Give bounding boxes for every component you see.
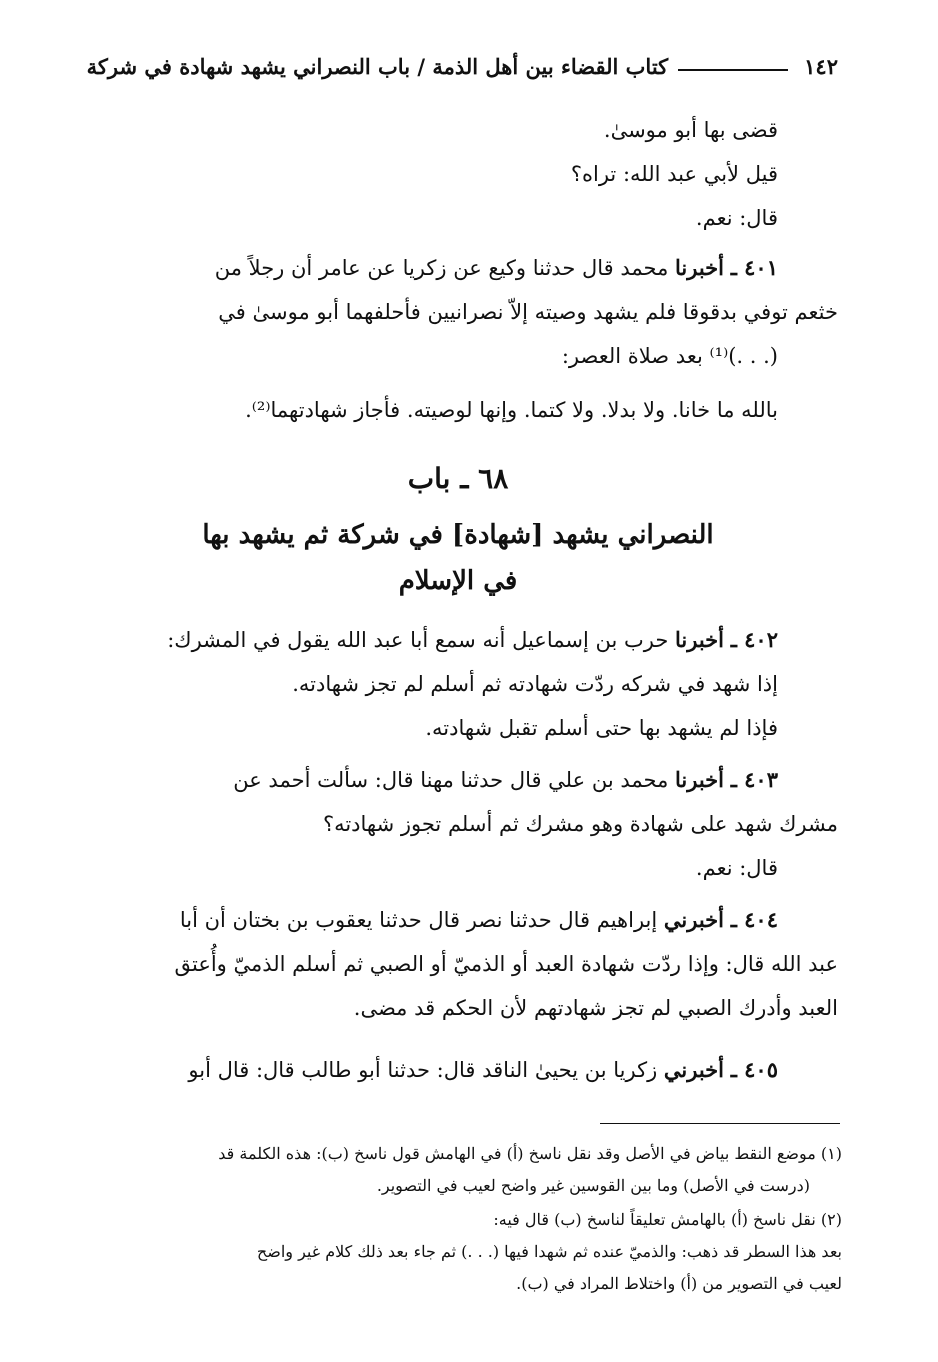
text-line: قال: نعم. (695, 856, 778, 880)
chapter-title: في الإسلام (398, 566, 518, 596)
text-span: حرب بن إسماعيل أنه سمع أبا عبد الله يقول في المشرك: (167, 628, 669, 652)
text-line: خثعم توفي بدقوقا فلم يشهد وصيته إلاّ نصرانيين فأحلفهما أبو موسىٰ في (218, 300, 838, 324)
hadith-number: ٤٠٣ ـ (730, 767, 778, 792)
footnote-line: بعد هذا السطر قد ذهب: والذميّ عنده ثم شهدا فيها (. . .) ثم جاء بعد ذلك كلام غير واضح (256, 1242, 842, 1261)
text-line: قال: نعم. (695, 206, 778, 230)
footnote-line: لعيب في التصوير من (أ) واختلاط المراد في (ب). (516, 1274, 842, 1293)
text-line: قيل لأبي عبد الله: تراه؟ (570, 162, 778, 186)
oath-text (78, 388, 838, 432)
chapter-title: النصراني يشهد [شهادة] في شركة ثم يشهد بها (202, 520, 714, 550)
hadith-number: ٤٠٢ ـ (730, 627, 778, 652)
footnote-line: (١) موضع النقط بياض في الأصل وقد نقل ناسخ (أ) في الهامش قول ناسخ (ب): هذه الكلمة قد (218, 1144, 842, 1163)
footnote-2 (78, 1204, 842, 1300)
hadith-number: ٤٠٤ ـ (730, 907, 778, 932)
text-line (78, 898, 838, 942)
chapter-number: ٦٨ ـ باب (407, 462, 509, 495)
text-line: مشرك شهد على شهادة وهو مشرك ثم أسلم تجوز شهادته؟ (322, 812, 838, 836)
page-number: ١٤٢ (804, 54, 838, 79)
narration-keyword: أخبرني (663, 907, 724, 932)
paragraph-401 (78, 246, 838, 378)
narration-keyword: أخبرنا (675, 767, 724, 792)
running-header (72, 54, 838, 79)
text-line (78, 1048, 838, 1092)
narration-keyword: أخبرنا (675, 627, 724, 652)
running-title: كتاب القضاء بين أهل الذمة / باب النصراني يشهد شهادة في شركة (86, 54, 669, 79)
text-span: زكريا بن يحيىٰ الناقد قال: حدثنا أبو طالب قال: قال أبو (188, 1058, 658, 1082)
footnote-1 (78, 1138, 842, 1202)
paragraph-404 (78, 898, 838, 1030)
text-line: بالله ما خانا. ولا بدلا. ولا كتما. وإنها لوصيته. فأجاز شهادتهما⁽²⁾. (245, 398, 778, 422)
footnote-line: (درست في الأصل) وما بين القوسين غير واضح لعيب في التصوير. (376, 1176, 810, 1195)
text-line (78, 618, 838, 662)
hadith-number: ٤٠٥ ـ (730, 1057, 778, 1082)
text-line: (. . .)⁽¹⁾ بعد صلاة العصر: (561, 344, 778, 368)
narration-keyword: أخبرنا (675, 255, 724, 280)
header-rule (678, 69, 788, 71)
text-span: محمد قال حدثنا وكيع عن زكريا عن عامر أن رجلاً من (214, 256, 669, 280)
paragraph-402 (78, 618, 838, 750)
text-line: إذا شهد في شركه ردّت شهادته ثم أسلم لم تجز شهادته. (292, 672, 778, 696)
paragraph-405 (78, 1048, 838, 1092)
text-line: عبد الله قال: وإذا ردّت شهادة العبد أو الذميّ أو الصبي ثم أسلم الذميّ وأُعتق (174, 952, 838, 976)
footnote-divider (600, 1123, 840, 1124)
paragraph-403 (78, 758, 838, 890)
narration-keyword: أخبرني (663, 1057, 724, 1082)
text-line: العبد وأدرك الصبي لم تجز شهادتهم لأن الحكم قد مضى. (353, 996, 838, 1020)
text-line (78, 246, 838, 290)
opening-lines (78, 108, 838, 240)
text-span: محمد بن علي قال حدثنا مهنا قال: سألت أحمد عن (233, 768, 669, 792)
hadith-number: ٤٠١ ـ (730, 255, 778, 280)
text-line: فإذا لم يشهد بها حتى أسلم تقبل شهادته. (425, 716, 778, 740)
text-line: قضى بها أبو موسىٰ. (603, 118, 778, 142)
text-line (78, 758, 838, 802)
text-span: إبراهيم قال حدثنا نصر قال حدثنا يعقوب بن بختان أن أبا (179, 908, 658, 932)
footnote-line: (٢) نقل ناسخ (أ) بالهامش تعليقاً لناسخ (ب) قال فيه: (493, 1210, 842, 1229)
